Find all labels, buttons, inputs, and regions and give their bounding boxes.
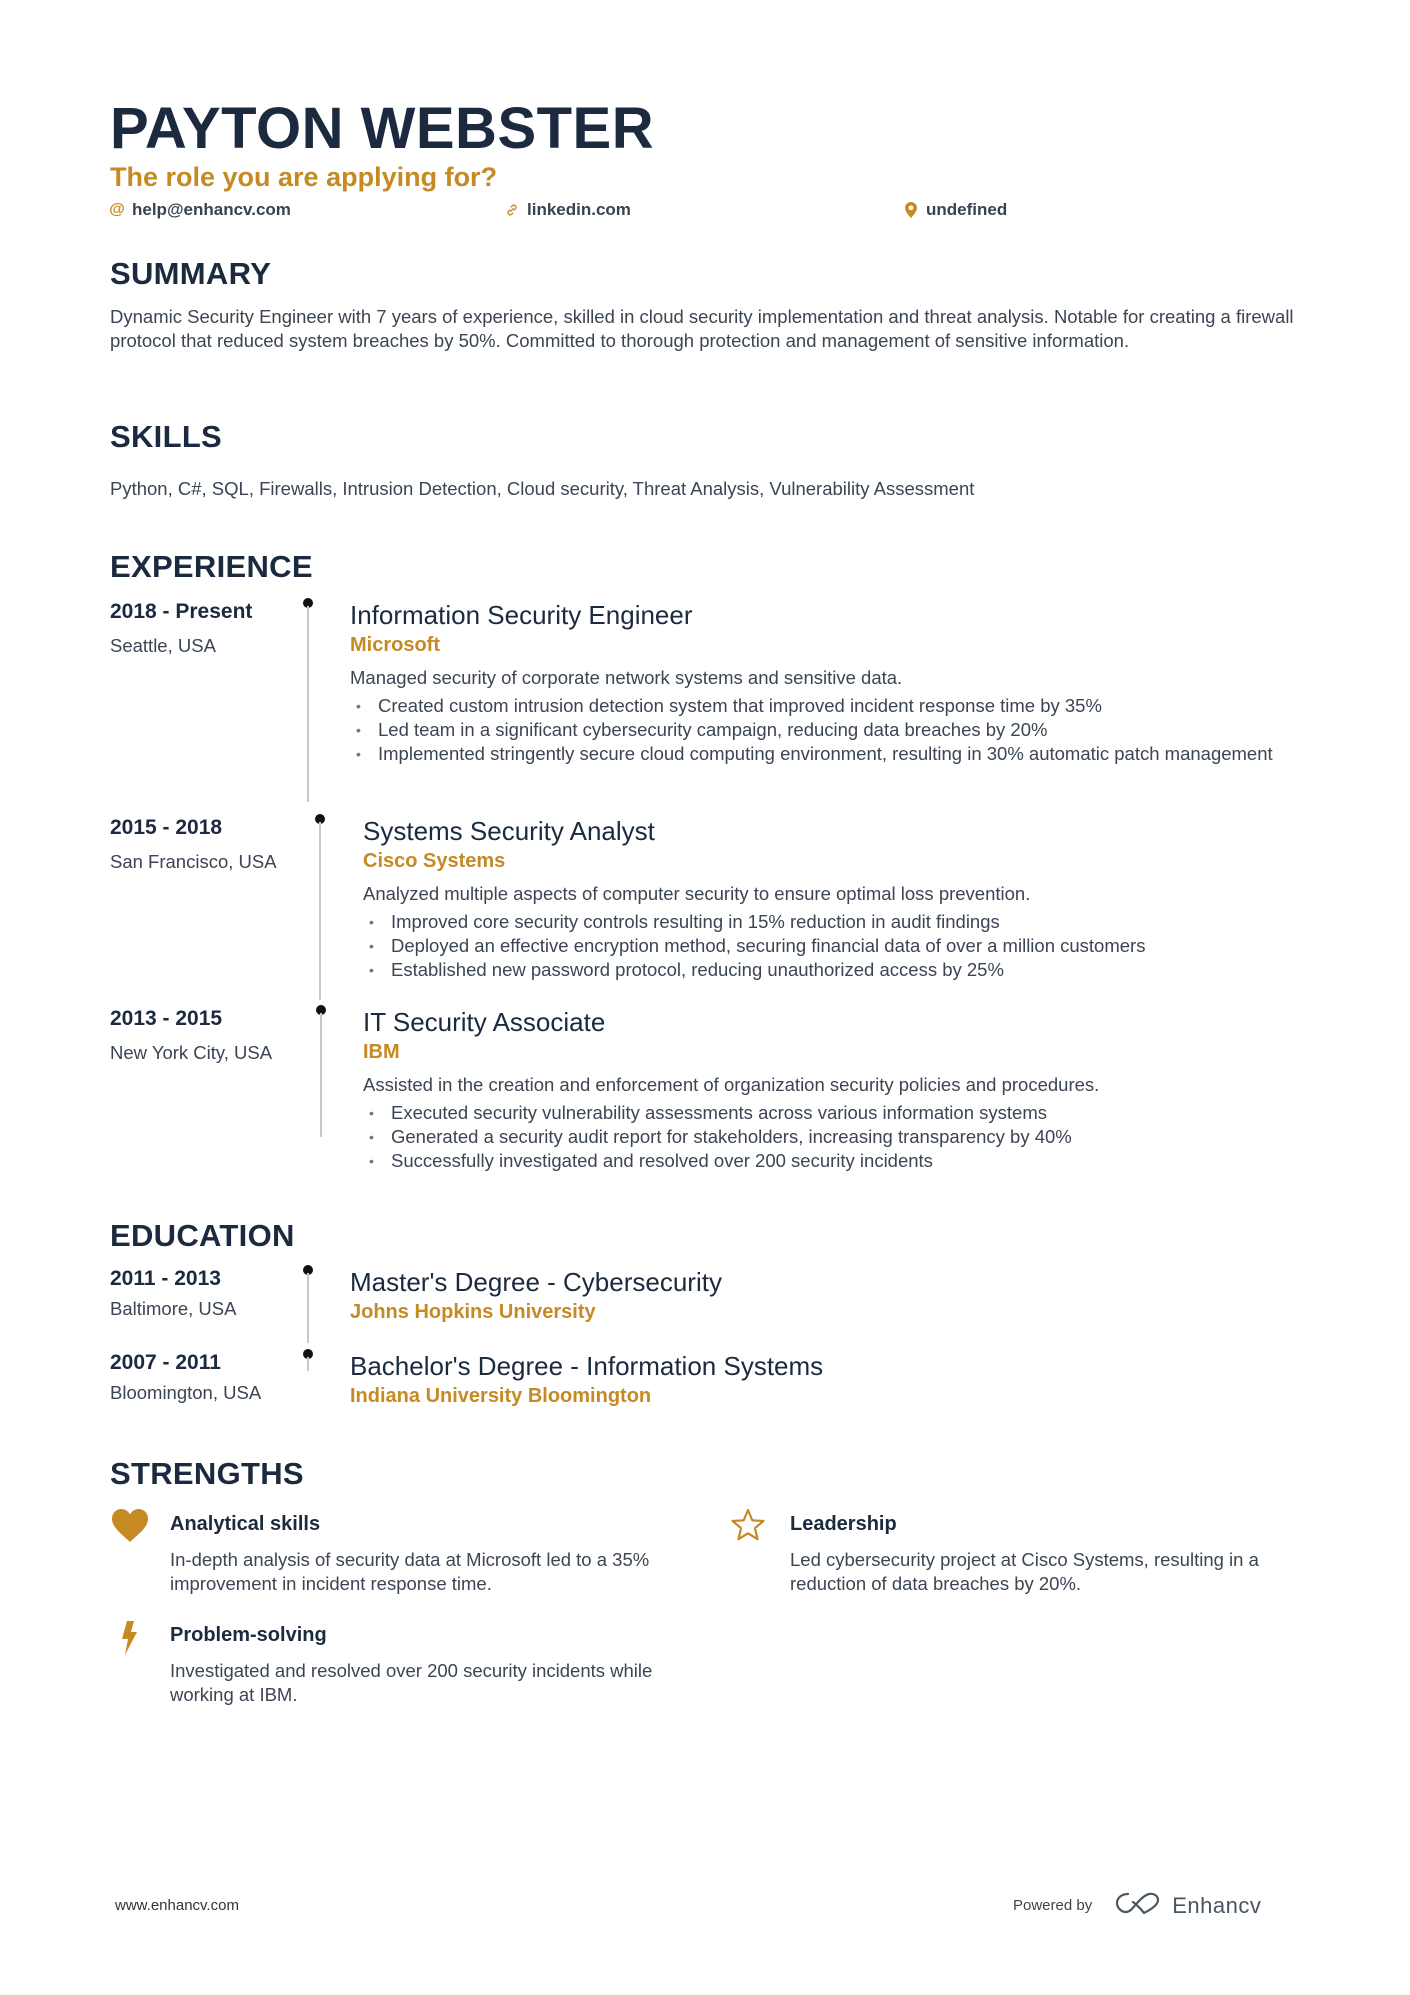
education-content [350, 1265, 1300, 1325]
education-entry [110, 1349, 1300, 1419]
education-location: Bloomington, USA [110, 1382, 262, 1403]
lightning-bolt-icon [110, 1619, 150, 1655]
achievement-item: • Created custom intrusion detection system that improved incident response time by 35% [356, 695, 1102, 716]
timeline-line [307, 1357, 309, 1371]
strength-description: Led cybersecurity project at Cisco Systems, resulting in a reduction of data breaches by 20%. [790, 1549, 1259, 1594]
achievement-item: • Executed security vulnerability assessments across various information systems [369, 1102, 1047, 1123]
achievement-item: • Established new password protocol, reducing unauthorized access by 25% [369, 959, 1004, 980]
experience-content [350, 598, 1300, 766]
education-entry [110, 1265, 1300, 1345]
timeline-line [307, 1273, 309, 1343]
company-name: Microsoft [350, 634, 440, 656]
achievement-list [363, 1101, 1300, 1173]
achievement-list [350, 694, 1300, 766]
job-title: IT Security Associate [363, 1007, 606, 1037]
contact-location [904, 198, 1007, 222]
timeline-line [307, 606, 309, 802]
achievement-item: • Implemented stringently secure cloud computing environment, resulting in 30% automatic patch management [356, 743, 1273, 764]
achievement-item: • Improved core security controls resulting in 15% reduction in audit findings [369, 911, 1000, 932]
powered-by [1013, 1890, 1261, 1921]
summary-text: Dynamic Security Engineer with 7 years of experience, skilled in cloud security implementation and threat analysis. Notable for creating a firewall protocol that reduced system breaches by 50%. Committed to thorough protection and management of sensitive information. [110, 306, 1294, 351]
bullet-icon: • [369, 962, 374, 978]
experience-entry [110, 598, 1300, 808]
contact-linkedin[interactable] [505, 198, 631, 222]
skills-heading: SKILLS [110, 419, 223, 454]
strength-description: In-depth analysis of security data at Microsoft led to a 35% improvement in incident response time. [170, 1549, 650, 1594]
experience-content [363, 1005, 1300, 1173]
company-name: Cisco Systems [363, 850, 506, 872]
experience-heading: EXPERIENCE [110, 549, 313, 584]
experience-location: New York City, USA [110, 1042, 273, 1063]
strength-title: Problem-solving [170, 1624, 327, 1646]
contact-email[interactable] [110, 198, 291, 222]
enhancv-logo-icon [1114, 1890, 1162, 1921]
degree-title: Master's Degree - Cybersecurity [350, 1267, 722, 1297]
link-icon [505, 203, 519, 217]
experience-date: 2015 - 2018 [110, 816, 223, 839]
achievement-item: • Generated a security audit report for stakeholders, increasing transparency by 40% [369, 1126, 1072, 1147]
enhancv-brand[interactable] [1114, 1890, 1261, 1921]
company-name: IBM [363, 1041, 400, 1063]
timeline-line [320, 1013, 322, 1137]
bullet-icon: • [369, 938, 374, 954]
location-pin-icon [904, 202, 918, 218]
experience-content [363, 814, 1300, 982]
bullet-icon: • [369, 1129, 374, 1145]
education-heading: EDUCATION [110, 1218, 295, 1253]
bullet-icon: • [356, 698, 361, 714]
heart-icon [110, 1508, 150, 1544]
target-role: The role you are applying for? [110, 162, 498, 192]
school-name: Indiana University Bloomington [350, 1385, 652, 1407]
job-description: Managed security of corporate network systems and sensitive data. [350, 667, 903, 688]
experience-date: 2018 - Present [110, 600, 253, 623]
strengths-heading: STRENGTHS [110, 1456, 304, 1491]
experience-entry [110, 1005, 1300, 1171]
bullet-icon: • [356, 722, 361, 738]
experience-date: 2013 - 2015 [110, 1007, 223, 1030]
job-description: Assisted in the creation and enforcement of organization security policies and procedures. [363, 1074, 1100, 1095]
enhancv-brand-name: Enhancv [1172, 1892, 1262, 1918]
strength-description: Investigated and resolved over 200 security incidents while working at IBM. [170, 1660, 653, 1705]
experience-location: San Francisco, USA [110, 851, 277, 872]
experience-location: Seattle, USA [110, 635, 216, 656]
strength-title: Leadership [790, 1513, 897, 1535]
achievement-list [363, 910, 1300, 982]
job-title: Systems Security Analyst [363, 816, 655, 846]
candidate-name: PAYTON WEBSTER [110, 96, 655, 161]
job-title: Information Security Engineer [350, 600, 693, 630]
achievement-item: • Successfully investigated and resolved over 200 security incidents [369, 1150, 933, 1171]
at-icon: @ [109, 201, 125, 218]
job-description: Analyzed multiple aspects of computer security to ensure optimal loss prevention. [363, 883, 1031, 904]
star-icon [730, 1508, 770, 1544]
education-date: 2007 - 2011 [110, 1351, 221, 1374]
bullet-icon: • [369, 1105, 374, 1121]
bullet-icon: • [369, 914, 374, 930]
summary-heading: SUMMARY [110, 256, 272, 291]
contact-info [110, 198, 1300, 224]
experience-entry [110, 814, 1300, 1004]
contact-location-text: undefined [926, 200, 1008, 219]
contact-linkedin-text: linkedin.com [527, 200, 631, 219]
skills-text: Python, C#, SQL, Firewalls, Intrusion Detection, Cloud security, Threat Analysis, Vulnerability Assessment [110, 478, 975, 499]
achievement-item: • Led team in a significant cybersecurity campaign, reducing data breaches by 20% [356, 719, 1048, 740]
education-location: Baltimore, USA [110, 1298, 237, 1319]
degree-title: Bachelor's Degree - Information Systems [350, 1351, 824, 1381]
education-content [350, 1349, 1300, 1409]
website-link[interactable]: www.enhancv.com [115, 1897, 239, 1914]
timeline-line [319, 822, 321, 1000]
education-date: 2011 - 2013 [110, 1267, 221, 1290]
bullet-icon: • [369, 1153, 374, 1169]
achievement-item: • Deployed an effective encryption method, securing financial data of over a million customers [369, 935, 1146, 956]
contact-email-text: help@enhancv.com [132, 200, 291, 219]
bullet-icon: • [356, 746, 361, 762]
strength-title: Analytical skills [170, 1513, 321, 1535]
powered-by-label: Powered by [1013, 1896, 1093, 1914]
school-name: Johns Hopkins University [350, 1301, 596, 1323]
